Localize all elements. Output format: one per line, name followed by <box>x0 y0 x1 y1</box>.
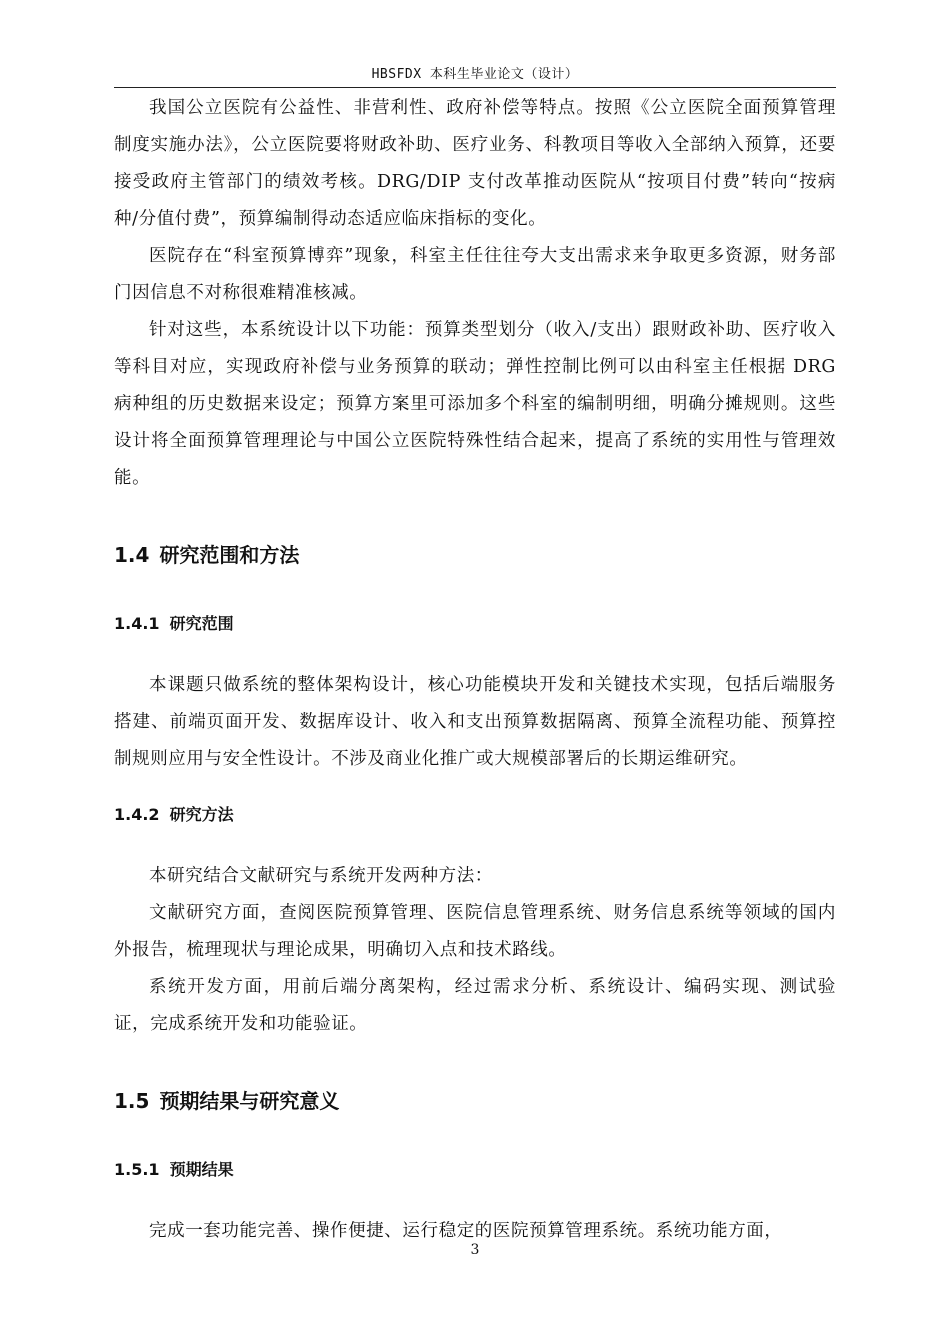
section-number: 1.5 <box>114 1089 150 1113</box>
header-divider <box>114 87 836 88</box>
body-paragraph: 文献研究方面，查阅医院预算管理、医院信息管理系统、财务信息系统等领域的国内外报告，梳理现状与理论成果，明确切入点和技术路线。 <box>114 903 836 960</box>
subsection-number: 1.4.1 <box>114 614 160 633</box>
subsection-heading <box>114 804 836 826</box>
section-title: 研究范围和方法 <box>159 543 300 567</box>
subsection-heading <box>114 613 836 635</box>
section-heading <box>114 541 836 569</box>
body-paragraph: 完成一套功能完善、操作便捷、运行稳定的医院预算管理系统。系统功能方面， <box>149 1221 783 1241</box>
body-paragraph: 本研究结合文献研究与系统开发两种方法： <box>149 866 493 886</box>
section-heading <box>114 1087 836 1115</box>
subsection-title: 研究方法 <box>169 805 234 824</box>
page-body <box>114 90 836 1250</box>
body-paragraph: 针对这些，本系统设计以下功能：预算类型划分（收入/支出）跟财政补助、医疗收入等科目对应，实现政府补偿与业务预算的联动；弹性控制比例可以由科室主任根据 DRG 病种组的历史数据来设定；预算方案里可添加多个科室的编制明细，明确分摊规则。这些设计将全面预算管理理论与中国公立医院特殊性结合起来，提高了系统的实用性与管理效能。 <box>114 320 836 488</box>
body-paragraph: 医院存在“科室预算博弈”现象，科室主任往往夸大支出需求来争取更多资源，财务部门因信息不对称很难精准核减。 <box>114 246 836 303</box>
subsection-number: 1.5.1 <box>114 1160 160 1179</box>
page-number: 3 <box>470 1242 480 1258</box>
subsection-title: 研究范围 <box>169 614 234 633</box>
body-paragraph: 我国公立医院有公益性、非营利性、政府补偿等特点。按照《公立医院全面预算管理制度实施办法》，公立医院要将财政补助、医疗业务、科教项目等收入全部纳入预算，还要接受政府主管部门的绩效考核。DRG/DIP 支付改革推动医院从“按项目付费”转向“按病种/分值付费”，预算编制得动态适应临床指标的变化。 <box>114 98 836 229</box>
running-header: HBSFDX 本科生毕业论文（设计） <box>371 67 579 82</box>
subsection-number: 1.4.2 <box>114 805 160 824</box>
section-number: 1.4 <box>114 543 150 567</box>
subsection-heading <box>114 1159 836 1181</box>
body-paragraph: 本课题只做系统的整体架构设计，核心功能模块开发和关键技术实现，包括后端服务搭建、前端页面开发、数据库设计、收入和支出预算数据隔离、预算全流程功能、预算控制规则应用与安全性设计。不涉及商业化推广或大规模部署后的长期运维研究。 <box>114 675 836 769</box>
body-paragraph: 系统开发方面，用前后端分离架构，经过需求分析、系统设计、编码实现、测试验证，完成系统开发和功能验证。 <box>114 977 836 1034</box>
section-title: 预期结果与研究意义 <box>159 1089 340 1113</box>
subsection-title: 预期结果 <box>169 1160 234 1179</box>
